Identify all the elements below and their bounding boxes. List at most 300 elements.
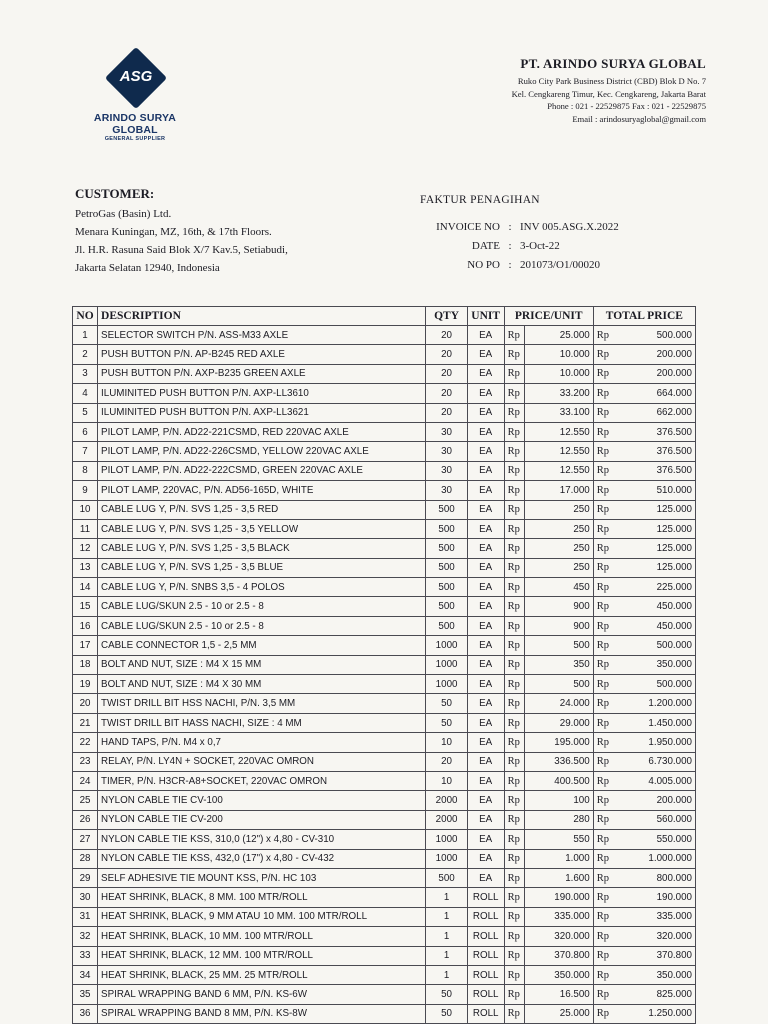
row-unit: EA bbox=[467, 810, 504, 829]
row-unit: ROLL bbox=[467, 907, 504, 926]
row-description: CABLE LUG/SKUN 2.5 - 10 or 2.5 - 8 bbox=[98, 616, 426, 635]
row-description: NYLON CABLE TIE KSS, 432,0 (17") x 4,80 - CV-432 bbox=[98, 849, 426, 868]
row-qty: 50 bbox=[426, 985, 467, 1004]
row-no: 9 bbox=[73, 481, 98, 500]
row-total-currency: Rp bbox=[593, 868, 620, 887]
customer-address-line: Jl. H.R. Rasuna Said Blok X/7 Kav.5, Setiabudi, bbox=[75, 244, 288, 256]
row-qty: 500 bbox=[426, 578, 467, 597]
row-total: 500.000 bbox=[620, 326, 695, 345]
row-total: 376.500 bbox=[620, 461, 695, 480]
row-qty: 1000 bbox=[426, 849, 467, 868]
row-description: SELECTOR SWITCH P/N. ASS-M33 AXLE bbox=[98, 326, 426, 345]
table-row bbox=[73, 636, 696, 655]
row-no: 28 bbox=[73, 849, 98, 868]
row-qty: 2000 bbox=[426, 810, 467, 829]
row-no: 6 bbox=[73, 422, 98, 441]
row-description: CABLE CONNECTOR 1,5 - 2,5 MM bbox=[98, 636, 426, 655]
row-description: CABLE LUG Y, P/N. SVS 1,25 - 3,5 RED bbox=[98, 500, 426, 519]
row-price-currency: Rp bbox=[504, 771, 524, 790]
row-total-currency: Rp bbox=[593, 345, 620, 364]
row-qty: 2000 bbox=[426, 791, 467, 810]
row-no: 8 bbox=[73, 461, 98, 480]
row-unit: EA bbox=[467, 655, 504, 674]
row-price-currency: Rp bbox=[504, 907, 524, 926]
row-total: 125.000 bbox=[620, 539, 695, 558]
row-description: HEAT SHRINK, BLACK, 25 MM. 25 MTR/ROLL bbox=[98, 965, 426, 984]
row-total-currency: Rp bbox=[593, 849, 620, 868]
logo-name: ARINDO SURYA GLOBAL bbox=[93, 112, 177, 136]
row-total-currency: Rp bbox=[593, 752, 620, 771]
row-total: 4.005.000 bbox=[620, 771, 695, 790]
row-price: 350 bbox=[524, 655, 593, 674]
row-total-currency: Rp bbox=[593, 384, 620, 403]
row-unit: EA bbox=[467, 616, 504, 635]
row-description: CABLE LUG/SKUN 2.5 - 10 or 2.5 - 8 bbox=[98, 597, 426, 616]
row-price: 16.500 bbox=[524, 985, 593, 1004]
row-price: 335.000 bbox=[524, 907, 593, 926]
row-total-currency: Rp bbox=[593, 810, 620, 829]
row-description: NYLON CABLE TIE CV-100 bbox=[98, 791, 426, 810]
table-row bbox=[73, 694, 696, 713]
row-qty: 500 bbox=[426, 500, 467, 519]
row-unit: EA bbox=[467, 752, 504, 771]
row-unit: EA bbox=[467, 713, 504, 732]
header-total-price: TOTAL PRICE bbox=[593, 307, 695, 326]
row-total: 450.000 bbox=[620, 597, 695, 616]
logo-subtitle: GENERAL SUPPLIER bbox=[104, 136, 166, 142]
row-no: 13 bbox=[73, 558, 98, 577]
row-description: PUSH BUTTON P/N. AXP-B235 GREEN AXLE bbox=[98, 364, 426, 383]
row-total-currency: Rp bbox=[593, 830, 620, 849]
customer-block bbox=[75, 186, 288, 277]
table-row bbox=[73, 849, 696, 868]
row-qty: 20 bbox=[426, 345, 467, 364]
row-qty: 1000 bbox=[426, 675, 467, 694]
row-total: 1.250.000 bbox=[620, 1004, 695, 1023]
table-row bbox=[73, 384, 696, 403]
row-total: 125.000 bbox=[620, 558, 695, 577]
row-unit: EA bbox=[467, 384, 504, 403]
row-total-currency: Rp bbox=[593, 791, 620, 810]
row-no: 27 bbox=[73, 830, 98, 849]
row-description: ILUMINITED PUSH BUTTON P/N. AXP-LL3621 bbox=[98, 403, 426, 422]
logo-abbr: ASG bbox=[119, 68, 153, 85]
row-price-currency: Rp bbox=[504, 655, 524, 674]
row-price: 250 bbox=[524, 558, 593, 577]
row-qty: 500 bbox=[426, 519, 467, 538]
row-unit: ROLL bbox=[467, 946, 504, 965]
row-price-currency: Rp bbox=[504, 616, 524, 635]
table-row bbox=[73, 326, 696, 345]
row-price-currency: Rp bbox=[504, 384, 524, 403]
header-qty: QTY bbox=[426, 307, 467, 326]
row-total-currency: Rp bbox=[593, 481, 620, 500]
row-total-currency: Rp bbox=[593, 733, 620, 752]
row-total-currency: Rp bbox=[593, 422, 620, 441]
row-no: 31 bbox=[73, 907, 98, 926]
header-description: DESCRIPTION bbox=[98, 307, 426, 326]
row-qty: 20 bbox=[426, 752, 467, 771]
row-total-currency: Rp bbox=[593, 888, 620, 907]
row-unit: EA bbox=[467, 597, 504, 616]
row-no: 30 bbox=[73, 888, 98, 907]
row-price: 400.500 bbox=[524, 771, 593, 790]
row-total-currency: Rp bbox=[593, 539, 620, 558]
row-qty: 1 bbox=[426, 907, 467, 926]
row-price: 25.000 bbox=[524, 1004, 593, 1023]
table-row bbox=[73, 364, 696, 383]
row-total-currency: Rp bbox=[593, 403, 620, 422]
row-price-currency: Rp bbox=[504, 713, 524, 732]
invoice-number-value: INV 005.ASG.X.2022 bbox=[520, 221, 619, 233]
table-row bbox=[73, 868, 696, 887]
row-total-currency: Rp bbox=[593, 927, 620, 946]
row-description: HEAT SHRINK, BLACK, 9 MM ATAU 10 MM. 100 MTR/ROLL bbox=[98, 907, 426, 926]
row-total: 376.500 bbox=[620, 442, 695, 461]
table-row bbox=[73, 481, 696, 500]
invoice-po-value: 201073/O1/00020 bbox=[520, 259, 601, 271]
row-price: 500 bbox=[524, 636, 593, 655]
row-price-currency: Rp bbox=[504, 422, 524, 441]
row-unit: EA bbox=[467, 558, 504, 577]
row-qty: 30 bbox=[426, 481, 467, 500]
row-total-currency: Rp bbox=[593, 500, 620, 519]
row-total: 320.000 bbox=[620, 927, 695, 946]
header-no: NO bbox=[73, 307, 98, 326]
row-total: 825.000 bbox=[620, 985, 695, 1004]
table-row bbox=[73, 791, 696, 810]
invoice-po-label: NO PO bbox=[467, 259, 500, 271]
customer-address-line: Menara Kuningan, MZ, 16th, & 17th Floors. bbox=[75, 226, 272, 238]
customer-address-line: Jakarta Selatan 12940, Indonesia bbox=[75, 262, 220, 274]
row-price-currency: Rp bbox=[504, 364, 524, 383]
row-no: 35 bbox=[73, 985, 98, 1004]
row-total-currency: Rp bbox=[593, 946, 620, 965]
row-description: NYLON CABLE TIE KSS, 310,0 (12") x 4,80 - CV-310 bbox=[98, 830, 426, 849]
row-price-currency: Rp bbox=[504, 345, 524, 364]
row-qty: 20 bbox=[426, 364, 467, 383]
row-description: HEAT SHRINK, BLACK, 10 MM. 100 MTR/ROLL bbox=[98, 927, 426, 946]
row-price: 25.000 bbox=[524, 326, 593, 345]
table-row bbox=[73, 771, 696, 790]
row-no: 2 bbox=[73, 345, 98, 364]
row-price: 280 bbox=[524, 810, 593, 829]
invoice-number-row: INVOICE NO : INV 005.ASG.X.2022 bbox=[420, 218, 640, 237]
table-row bbox=[73, 752, 696, 771]
row-description: PILOT LAMP, P/N. AD22-221CSMD, RED 220VAC AXLE bbox=[98, 422, 426, 441]
row-total: 200.000 bbox=[620, 364, 695, 383]
row-qty: 500 bbox=[426, 539, 467, 558]
row-total-currency: Rp bbox=[593, 442, 620, 461]
row-total-currency: Rp bbox=[593, 597, 620, 616]
table-row bbox=[73, 539, 696, 558]
row-total-currency: Rp bbox=[593, 907, 620, 926]
row-price-currency: Rp bbox=[504, 500, 524, 519]
row-unit: EA bbox=[467, 345, 504, 364]
row-price: 370.800 bbox=[524, 946, 593, 965]
row-description: PILOT LAMP, P/N. AD22-226CSMD, YELLOW 220VAC AXLE bbox=[98, 442, 426, 461]
row-unit: EA bbox=[467, 675, 504, 694]
table-row bbox=[73, 907, 696, 926]
row-total: 664.000 bbox=[620, 384, 695, 403]
row-price-currency: Rp bbox=[504, 694, 524, 713]
row-price-currency: Rp bbox=[504, 888, 524, 907]
row-unit: EA bbox=[467, 461, 504, 480]
row-price-currency: Rp bbox=[504, 733, 524, 752]
row-description: HAND TAPS, P/N. M4 x 0,7 bbox=[98, 733, 426, 752]
row-no: 33 bbox=[73, 946, 98, 965]
row-unit: ROLL bbox=[467, 888, 504, 907]
row-description: RELAY, P/N. LY4N + SOCKET, 220VAC OMRON bbox=[98, 752, 426, 771]
customer-name: PetroGas (Basin) Ltd. bbox=[75, 208, 172, 220]
row-price: 17.000 bbox=[524, 481, 593, 500]
row-qty: 500 bbox=[426, 616, 467, 635]
row-unit: EA bbox=[467, 733, 504, 752]
table-header-row bbox=[73, 307, 696, 326]
row-total-currency: Rp bbox=[593, 655, 620, 674]
row-description: SPIRAL WRAPPING BAND 8 MM, P/N. KS-8W bbox=[98, 1004, 426, 1023]
row-description: HEAT SHRINK, BLACK, 8 MM. 100 MTR/ROLL bbox=[98, 888, 426, 907]
row-unit: EA bbox=[467, 791, 504, 810]
row-price: 450 bbox=[524, 578, 593, 597]
row-price: 500 bbox=[524, 675, 593, 694]
table-row bbox=[73, 578, 696, 597]
row-no: 19 bbox=[73, 675, 98, 694]
row-total: 450.000 bbox=[620, 616, 695, 635]
row-price-currency: Rp bbox=[504, 461, 524, 480]
row-no: 11 bbox=[73, 519, 98, 538]
row-description: CABLE LUG Y, P/N. SVS 1,25 - 3,5 BLUE bbox=[98, 558, 426, 577]
row-total: 190.000 bbox=[620, 888, 695, 907]
row-price: 250 bbox=[524, 519, 593, 538]
row-qty: 500 bbox=[426, 868, 467, 887]
row-qty: 30 bbox=[426, 422, 467, 441]
row-qty: 1 bbox=[426, 888, 467, 907]
row-unit: EA bbox=[467, 868, 504, 887]
row-price-currency: Rp bbox=[504, 539, 524, 558]
row-qty: 10 bbox=[426, 733, 467, 752]
table-row bbox=[73, 616, 696, 635]
row-total: 800.000 bbox=[620, 868, 695, 887]
row-no: 29 bbox=[73, 868, 98, 887]
table-row bbox=[73, 461, 696, 480]
row-price: 250 bbox=[524, 500, 593, 519]
row-unit: EA bbox=[467, 830, 504, 849]
row-total: 125.000 bbox=[620, 500, 695, 519]
row-price: 900 bbox=[524, 616, 593, 635]
table-row bbox=[73, 345, 696, 364]
row-price: 12.550 bbox=[524, 461, 593, 480]
row-unit: EA bbox=[467, 481, 504, 500]
row-description: SPIRAL WRAPPING BAND 6 MM, P/N. KS-6W bbox=[98, 985, 426, 1004]
row-total: 350.000 bbox=[620, 965, 695, 984]
row-total: 500.000 bbox=[620, 636, 695, 655]
row-total-currency: Rp bbox=[593, 636, 620, 655]
row-unit: EA bbox=[467, 442, 504, 461]
row-total: 350.000 bbox=[620, 655, 695, 674]
row-price: 1.600 bbox=[524, 868, 593, 887]
row-no: 10 bbox=[73, 500, 98, 519]
row-price-currency: Rp bbox=[504, 927, 524, 946]
invoice-title: FAKTUR PENAGIHAN bbox=[420, 194, 540, 206]
row-total: 1.450.000 bbox=[620, 713, 695, 732]
row-unit: ROLL bbox=[467, 927, 504, 946]
row-no: 15 bbox=[73, 597, 98, 616]
row-price-currency: Rp bbox=[504, 578, 524, 597]
row-no: 18 bbox=[73, 655, 98, 674]
invoice-po-row: NO PO : 201073/O1/00020 bbox=[420, 256, 640, 275]
header-price-unit: PRICE/UNIT bbox=[504, 307, 593, 326]
row-unit: EA bbox=[467, 403, 504, 422]
items-table-body bbox=[73, 326, 696, 1024]
row-total: 510.000 bbox=[620, 481, 695, 500]
row-price: 336.500 bbox=[524, 752, 593, 771]
row-price: 195.000 bbox=[524, 733, 593, 752]
row-price: 100 bbox=[524, 791, 593, 810]
row-price-currency: Rp bbox=[504, 558, 524, 577]
row-qty: 20 bbox=[426, 384, 467, 403]
row-qty: 20 bbox=[426, 403, 467, 422]
row-total-currency: Rp bbox=[593, 326, 620, 345]
row-price: 12.550 bbox=[524, 422, 593, 441]
row-price: 12.550 bbox=[524, 442, 593, 461]
row-description: TWIST DRILL BIT HSS NACHI, P/N. 3,5 MM bbox=[98, 694, 426, 713]
row-total-currency: Rp bbox=[593, 558, 620, 577]
row-description: CABLE LUG Y, P/N. SNBS 3,5 - 4 POLOS bbox=[98, 578, 426, 597]
row-unit: EA bbox=[467, 500, 504, 519]
invoice-date-value: 3-Oct-22 bbox=[520, 240, 560, 252]
table-row bbox=[73, 965, 696, 984]
row-description: BOLT AND NUT, SIZE : M4 X 30 MM bbox=[98, 675, 426, 694]
table-row bbox=[73, 442, 696, 461]
row-description: HEAT SHRINK, BLACK, 12 MM. 100 MTR/ROLL bbox=[98, 946, 426, 965]
table-row bbox=[73, 597, 696, 616]
row-unit: EA bbox=[467, 578, 504, 597]
company-phone: Phone : 021 - 22529875 Fax : 021 - 22529875 bbox=[547, 101, 706, 111]
row-qty: 50 bbox=[426, 1004, 467, 1023]
row-price-currency: Rp bbox=[504, 791, 524, 810]
row-price-currency: Rp bbox=[504, 675, 524, 694]
row-price-currency: Rp bbox=[504, 752, 524, 771]
table-row bbox=[73, 422, 696, 441]
row-unit: EA bbox=[467, 364, 504, 383]
row-total-currency: Rp bbox=[593, 364, 620, 383]
row-no: 22 bbox=[73, 733, 98, 752]
row-price-currency: Rp bbox=[504, 868, 524, 887]
row-no: 36 bbox=[73, 1004, 98, 1023]
row-price: 10.000 bbox=[524, 345, 593, 364]
row-description: CABLE LUG Y, P/N. SVS 1,25 - 3,5 BLACK bbox=[98, 539, 426, 558]
row-no: 5 bbox=[73, 403, 98, 422]
row-no: 25 bbox=[73, 791, 98, 810]
row-total-currency: Rp bbox=[593, 519, 620, 538]
table-row bbox=[73, 810, 696, 829]
row-no: 17 bbox=[73, 636, 98, 655]
row-unit: EA bbox=[467, 771, 504, 790]
row-no: 7 bbox=[73, 442, 98, 461]
row-total-currency: Rp bbox=[593, 713, 620, 732]
company-header bbox=[512, 56, 706, 125]
row-total: 550.000 bbox=[620, 830, 695, 849]
row-unit: EA bbox=[467, 326, 504, 345]
row-price-currency: Rp bbox=[504, 442, 524, 461]
row-description: PUSH BUTTON P/N. AP-B245 RED AXLE bbox=[98, 345, 426, 364]
row-unit: EA bbox=[467, 519, 504, 538]
row-description: PILOT LAMP, 220VAC, P/N. AD56-165D, WHITE bbox=[98, 481, 426, 500]
row-no: 34 bbox=[73, 965, 98, 984]
row-price-currency: Rp bbox=[504, 481, 524, 500]
row-qty: 50 bbox=[426, 694, 467, 713]
row-total: 1.950.000 bbox=[620, 733, 695, 752]
row-total: 225.000 bbox=[620, 578, 695, 597]
invoice-block bbox=[420, 194, 640, 275]
row-total: 1.000.000 bbox=[620, 849, 695, 868]
row-qty: 30 bbox=[426, 461, 467, 480]
table-row bbox=[73, 655, 696, 674]
row-unit: ROLL bbox=[467, 985, 504, 1004]
row-total-currency: Rp bbox=[593, 694, 620, 713]
row-qty: 1000 bbox=[426, 830, 467, 849]
row-price-currency: Rp bbox=[504, 1004, 524, 1023]
row-price-currency: Rp bbox=[504, 810, 524, 829]
table-row bbox=[73, 1004, 696, 1023]
row-total: 200.000 bbox=[620, 791, 695, 810]
row-price: 250 bbox=[524, 539, 593, 558]
row-price: 550 bbox=[524, 830, 593, 849]
row-price-currency: Rp bbox=[504, 519, 524, 538]
row-price-currency: Rp bbox=[504, 985, 524, 1004]
table-row bbox=[73, 733, 696, 752]
logo-mark bbox=[100, 52, 170, 116]
row-description: PILOT LAMP, P/N. AD22-222CSMD, GREEN 220VAC AXLE bbox=[98, 461, 426, 480]
row-qty: 500 bbox=[426, 597, 467, 616]
table-row bbox=[73, 927, 696, 946]
row-price-currency: Rp bbox=[504, 326, 524, 345]
row-total-currency: Rp bbox=[593, 965, 620, 984]
row-no: 4 bbox=[73, 384, 98, 403]
row-unit: EA bbox=[467, 422, 504, 441]
row-price: 320.000 bbox=[524, 927, 593, 946]
row-description: TWIST DRILL BIT HASS NACHI, SIZE : 4 MM bbox=[98, 713, 426, 732]
row-total-currency: Rp bbox=[593, 461, 620, 480]
row-qty: 1000 bbox=[426, 655, 467, 674]
row-qty: 50 bbox=[426, 713, 467, 732]
table-row bbox=[73, 830, 696, 849]
row-price: 29.000 bbox=[524, 713, 593, 732]
table-row bbox=[73, 713, 696, 732]
row-qty: 10 bbox=[426, 771, 467, 790]
table-row bbox=[73, 946, 696, 965]
table-row bbox=[73, 558, 696, 577]
invoice-date-label: DATE bbox=[471, 240, 500, 252]
invoice-date-row: DATE : 3-Oct-22 bbox=[420, 237, 640, 256]
row-total-currency: Rp bbox=[593, 771, 620, 790]
row-no: 21 bbox=[73, 713, 98, 732]
row-description: ILUMINITED PUSH BUTTON P/N. AXP-LL3610 bbox=[98, 384, 426, 403]
row-price-currency: Rp bbox=[504, 849, 524, 868]
row-no: 16 bbox=[73, 616, 98, 635]
table-row bbox=[73, 985, 696, 1004]
row-price: 10.000 bbox=[524, 364, 593, 383]
row-qty: 500 bbox=[426, 558, 467, 577]
row-total-currency: Rp bbox=[593, 1004, 620, 1023]
row-total: 560.000 bbox=[620, 810, 695, 829]
row-total-currency: Rp bbox=[593, 616, 620, 635]
table-row bbox=[73, 519, 696, 538]
table-row bbox=[73, 888, 696, 907]
table-row bbox=[73, 403, 696, 422]
row-no: 24 bbox=[73, 771, 98, 790]
